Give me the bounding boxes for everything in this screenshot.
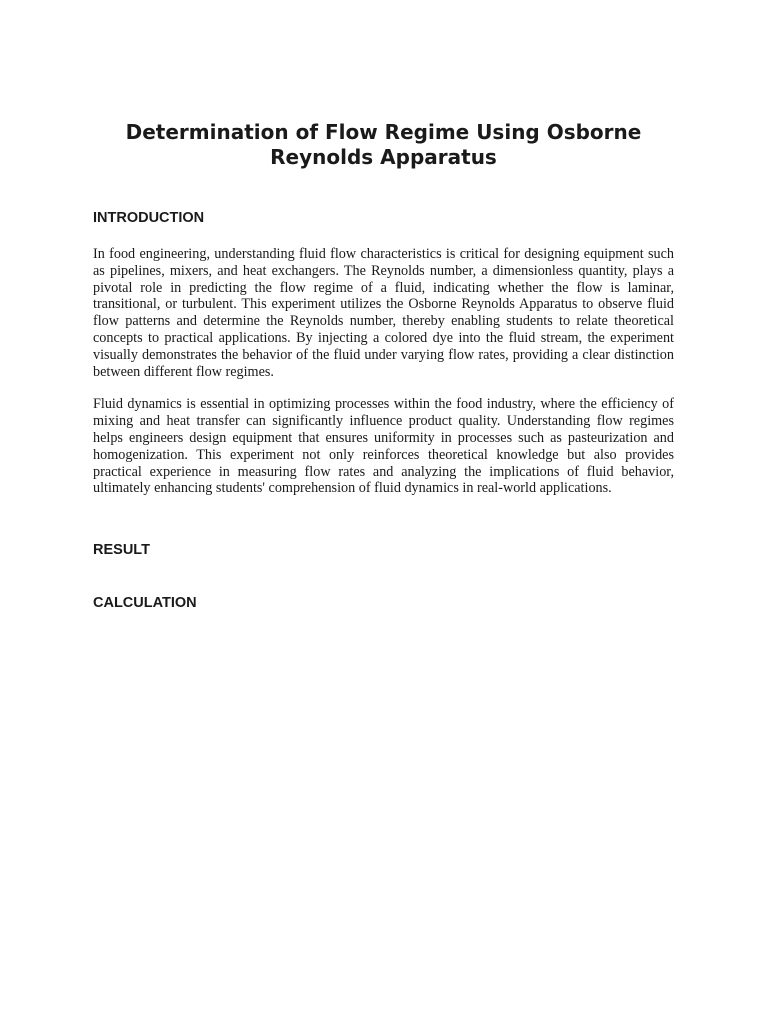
result-section (93, 541, 674, 559)
result-heading: RESULT (93, 542, 150, 559)
introduction-heading: INTRODUCTION (93, 210, 205, 226)
introduction-section (93, 209, 674, 497)
calculation-heading: CALCULATION (93, 595, 197, 612)
document-page (93, 0, 674, 612)
introduction-paragraph-2: Fluid dynamics is essential in optimizing processes within the food industry, where the efficiency of mixing and heat transfer can significantly influence product quality. Understanding flow regimes helps engineers design equipment that ensures uniformity in processes such as pasteurization and homogenization. This experiment not only reinforces theoretical knowledge but also provides practical experience in measuring flow rates and analyzing the implications of fluid behavior, ultimately enhancing students' comprehension of fluid dynamics in real-world applications. (93, 396, 674, 497)
calculation-section (93, 594, 674, 612)
document-title: Determination of Flow Regime Using Osborne Reynolds Apparatus (125, 120, 642, 169)
introduction-paragraph-1: In food engineering, understanding fluid flow characteristics is critical for designing equipment such as pipelines, mixers, and heat exchangers. The Reynolds number, a dimensionless quantity, plays a pivotal role in predicting the flow regime of a fluid, indicating whether the flow is laminar, transitional, or turbulent. This experiment utilizes the Osborne Reynolds Apparatus to observe fluid flow patterns and determine the Reynolds number, thereby enabling students to relate theoretical concepts to practical applications. By injecting a colored dye into the fluid stream, the experiment visually demonstrates the behavior of the fluid under varying flow rates, providing a clear distinction between different flow regimes. (93, 246, 674, 380)
